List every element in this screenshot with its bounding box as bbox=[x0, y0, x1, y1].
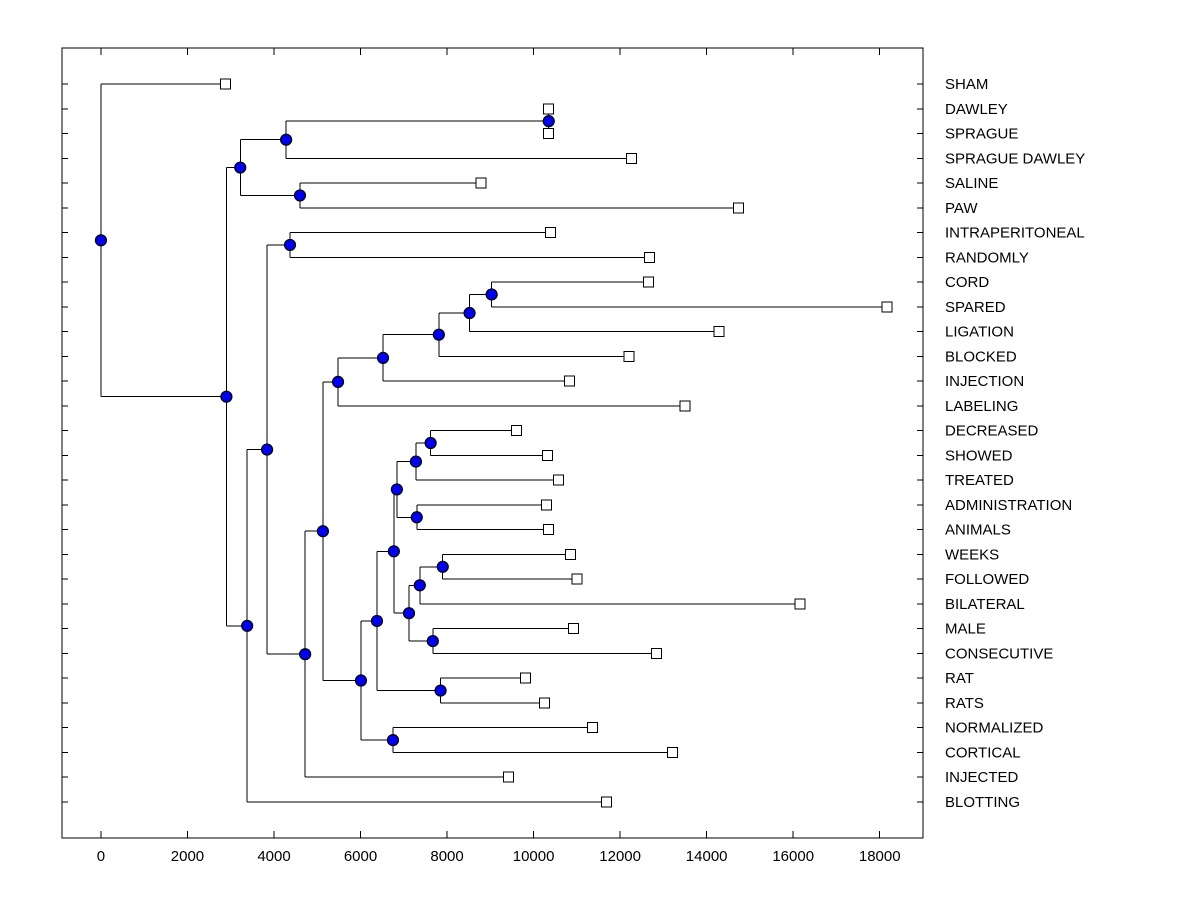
cluster-node-marker bbox=[242, 620, 253, 631]
cluster-node-marker bbox=[281, 134, 292, 145]
x-tick-label: 0 bbox=[96, 848, 106, 865]
leaf-label: SPRAGUE DAWLEY bbox=[945, 150, 1086, 168]
cluster-node-marker bbox=[317, 526, 328, 537]
x-tick-label: 2000 bbox=[170, 848, 205, 865]
leaf-marker bbox=[545, 228, 555, 238]
leaf-label: LABELING bbox=[945, 397, 1019, 415]
cluster-node-marker bbox=[486, 289, 497, 300]
leaf-marker bbox=[643, 277, 653, 287]
leaf-marker bbox=[733, 203, 743, 213]
leaf-label: BLOCKED bbox=[945, 348, 1017, 366]
leaf-label: SALINE bbox=[945, 175, 999, 193]
cluster-node-marker bbox=[427, 636, 438, 647]
leaf-marker bbox=[624, 351, 634, 361]
cluster-node-marker bbox=[403, 608, 414, 619]
leaf-label: NORMALIZED bbox=[945, 719, 1044, 737]
leaf-label: CORD bbox=[945, 274, 990, 292]
leaf-marker bbox=[542, 450, 552, 460]
leaf-label: RATS bbox=[945, 694, 984, 712]
leaf-label: TREATED bbox=[945, 472, 1014, 490]
cluster-node-marker bbox=[433, 329, 444, 340]
x-tick-label: 12000 bbox=[599, 848, 641, 865]
leaf-label: SPRAGUE bbox=[945, 125, 1019, 143]
cluster-node-marker bbox=[391, 484, 402, 495]
leaf-marker bbox=[542, 500, 552, 510]
x-tick-label: 10000 bbox=[512, 848, 555, 865]
leaf-label: RANDOMLY bbox=[945, 249, 1029, 267]
leaf-marker bbox=[714, 327, 724, 337]
cluster-node-marker bbox=[262, 444, 273, 455]
x-tick-label: 18000 bbox=[858, 848, 901, 865]
leaf-marker bbox=[504, 772, 514, 782]
leaf-marker bbox=[221, 79, 231, 89]
leaf-marker bbox=[554, 475, 564, 485]
leaf-marker bbox=[587, 723, 597, 733]
leaf-marker bbox=[651, 648, 661, 658]
leaf-label: ADMINISTRATION bbox=[945, 496, 1073, 514]
leaf-label: FOLLOWED bbox=[945, 571, 1030, 589]
leaf-label: SHAM bbox=[945, 76, 989, 93]
cluster-node-marker bbox=[410, 456, 421, 467]
cluster-node-marker bbox=[435, 685, 446, 696]
leaf-marker bbox=[601, 797, 611, 807]
cluster-node-marker bbox=[378, 352, 389, 363]
cluster-node-marker bbox=[300, 649, 311, 660]
leaf-marker bbox=[680, 401, 690, 411]
cluster-node-marker bbox=[285, 239, 296, 250]
leaf-marker bbox=[521, 673, 531, 683]
cluster-node-marker bbox=[388, 546, 399, 557]
cluster-node-marker bbox=[437, 561, 448, 572]
leaf-marker bbox=[645, 252, 655, 262]
leaf-label: BLOTTING bbox=[945, 794, 1021, 811]
leaf-label: WEEKS bbox=[945, 546, 1000, 564]
cluster-node-marker bbox=[543, 116, 554, 127]
leaf-marker bbox=[544, 525, 554, 535]
cluster-node-marker bbox=[294, 190, 305, 201]
leaf-marker bbox=[565, 549, 575, 559]
leaf-label: ANIMALS bbox=[945, 521, 1011, 539]
leaf-marker bbox=[476, 178, 486, 188]
leaf-label: SPARED bbox=[945, 298, 1006, 316]
cluster-node-marker bbox=[333, 376, 344, 387]
leaf-marker bbox=[565, 376, 575, 386]
x-tick-label: 8000 bbox=[430, 848, 464, 865]
leaf-label: PAW bbox=[945, 199, 978, 217]
leaf-marker bbox=[626, 153, 636, 163]
cluster-node-marker bbox=[387, 735, 398, 746]
leaf-marker bbox=[539, 698, 549, 708]
leaf-marker bbox=[544, 104, 554, 114]
leaf-label: DAWLEY bbox=[945, 100, 1008, 118]
x-tick-label: 14000 bbox=[685, 848, 728, 865]
leaf-marker bbox=[512, 426, 522, 436]
cluster-node-marker bbox=[235, 162, 246, 173]
cluster-node-marker bbox=[411, 512, 422, 523]
cluster-node-marker bbox=[355, 675, 366, 686]
leaf-label: CORTICAL bbox=[945, 744, 1021, 762]
leaf-label: CONSECUTIVE bbox=[945, 645, 1054, 663]
x-tick-label: 4000 bbox=[257, 848, 291, 865]
leaf-label: INJECTION bbox=[945, 373, 1025, 391]
leaf-marker bbox=[667, 747, 677, 757]
cluster-node-marker bbox=[371, 615, 382, 626]
leaf-marker bbox=[544, 129, 554, 139]
leaf-label: BILATERAL bbox=[945, 595, 1025, 613]
cluster-node-marker bbox=[464, 308, 475, 319]
cluster-node-marker bbox=[221, 391, 232, 402]
leaf-label: MALE bbox=[945, 620, 986, 638]
x-tick-label: 6000 bbox=[343, 848, 378, 865]
leaf-label: LIGATION bbox=[945, 323, 1014, 341]
leaf-label: SHOWED bbox=[945, 447, 1013, 465]
cluster-node-marker bbox=[425, 438, 436, 449]
cluster-node-marker bbox=[95, 235, 106, 246]
cluster-node-marker bbox=[414, 580, 425, 591]
leaf-marker bbox=[568, 624, 578, 634]
leaf-marker bbox=[572, 574, 582, 584]
leaf-label: INTRAPERITONEAL bbox=[945, 224, 1085, 242]
leaf-label: INJECTED bbox=[945, 769, 1019, 787]
leaf-marker bbox=[882, 302, 892, 312]
leaf-label: DECREASED bbox=[945, 422, 1039, 440]
leaf-marker bbox=[795, 599, 805, 609]
x-tick-label: 16000 bbox=[772, 848, 815, 865]
leaf-label: RAT bbox=[945, 670, 974, 688]
